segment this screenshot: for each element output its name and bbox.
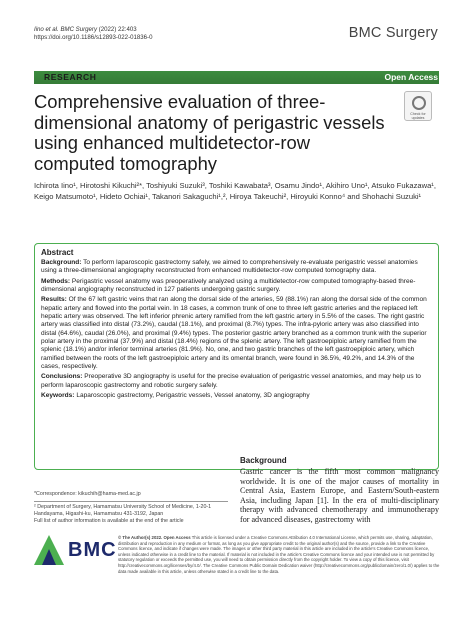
correspondence: *Correspondence: kikuchih@hama-med.ac.jp [34, 491, 141, 497]
abstract-box [34, 243, 439, 470]
footnotes [34, 491, 224, 525]
background-text: Gastric cancer is the fifth most common malignancy worldwide. It is one of the major causes of mortality in Central Asia, Eastern Europe, and Eastern/South-eastern Asia, including Japan [1]. In the era of multi-disciplinary therapy with advanced chemotherapy and immunotherapy for advanced diseases, gastrectomy with [240, 467, 439, 524]
author-list: Ichirota Iino¹, Hirotoshi Kikuchi²*, Toshiyuki Suzuki³, Toshiki Kawabata³, Osamu Jindo¹, Akihiro Uno¹, Atsuko Fukazawa¹, Keigo Matsumoto¹, Hideto Ochiai¹, Takanori Sakaguchi¹,², Hiroya Takeuchi², Hiroyuki Konno⁴ and Shohachi Suzuki¹ [34, 181, 436, 201]
license-text: This article is licensed under a Creative Commons Attribution 4.0 International License, which permits use, sharing, adaptation, distribution and reproduction in any medium or format, as long as you give appropriate credit to the original author(s) and the source, provide a link to the Creative Commons licence, and indicate if changes were made. The images or other third party material in this article are included in the article's Creative Commons licence, unless indicated otherwise in a credit line to the material. If material is not included in the article's Creative Commons licence and your intended use is not permitted by statutory regulation or exceeds the permitted use, you will need to obtain permission directly from the copyright holder. To view a copy of this licence, visit http://creativecommons.org/licenses/by/4.0/. The Creative Commons Public Domain Dedication waiver (http://creativecommons.org/publicdomain/zero/1.0/) applies to the data made available in this article, unless otherwise stated in a credit line to the data. [118, 535, 440, 574]
abstract-background: Background: To perform laparoscopic gastrectomy safely, we aimed to comprehensively re-evaluate perigastric vessel anatomies using a three-dimensional angiography reconstructed from enhanced multidetector-row computed tomography data. [41, 259, 418, 275]
publisher-logo [34, 535, 117, 565]
article-title: Comprehensive evaluation of three-dimensional anatomy of perigastric vessels using enhanced multidetector-row computed tomography [34, 91, 385, 174]
cite-authors: Iino et al. [34, 26, 59, 33]
license-oa-label: Open Access [163, 535, 191, 540]
background-heading: Background [240, 456, 287, 465]
abstract-methods: Methods: Perigastric vessel anatomy was preoperatively analyzed using a multidetector-row computed tomography-based three-dimensional angiography reconstructed in 127 patients undergoing gastric surgery. [41, 277, 416, 294]
check-updates-label: Check for updates [410, 112, 426, 120]
open-access-label: Open Access [384, 72, 438, 82]
abstract-results: Results: Of the 67 left gastric veins that ran along the dorsal side of the arteries, 59 (88.1%) ran along the dorsal side of the common hepatic artery and flowed into the portal vein. In 18 cases, a common trunk of one to three left gastric arteries and the replaced left hepatic artery was observed. The left inferior phrenic artery ramified from the left gastric artery in 5.5% of the cases. The right gastric artery was classified into distal (73.2%), caudal (18.1%), and proximal (8.7%) types. The infra-pyloric artery was also classified into distal (64.6%), caudal (26.0%), and proximal (9.4%) types. The posterior gastric artery branched as a common trunk with the superior polar artery in the proximal (37.9%) and distal (18.4%) regions of the splenic artery. The left gastroepiploic artery ramified from the splenic (18.1%) and/or inferior terminal arteries (81.9%). No, one, and two gastric branches of the left gastroepiploic artery, which ramified between the roots of the left gastroepiploic artery and its omental branch, were found in 36.5%, 49.2%, and 14.3% of the cases, respectively. [41, 296, 427, 371]
check-for-updates-button[interactable] [404, 91, 432, 121]
license-statement [118, 535, 440, 574]
abstract-heading: Abstract [41, 248, 74, 257]
publisher-name: BMC [68, 538, 117, 561]
doi-link[interactable]: https://doi.org/10.1186/s12893-022-01836-0 [34, 34, 153, 41]
abstract-keywords: Keywords: Laparoscopic gastrectomy, Perigastric vessels, Vessel anatomy, 3D angiography [41, 392, 310, 400]
cite-year-volume: (2022) 22:403 [98, 26, 137, 33]
affiliation-note: Full list of author information is available at the end of the article [34, 517, 184, 524]
citation-header [34, 26, 152, 42]
cite-journal: BMC Surgery [60, 26, 98, 33]
abstract-conclusions: Conclusions: Preoperative 3D angiography is useful for the precise evaluation of perigastric vessel anatomies, and may help us to perform laparoscopic gastrectomy and robotic surgery safely. [41, 373, 421, 389]
license-copyright: © The Author(s) 2022. [118, 535, 163, 540]
journal-name: BMC Surgery [348, 25, 438, 41]
article-type-label: RESEARCH [44, 72, 97, 82]
refresh-icon [412, 96, 426, 110]
footnote-divider [34, 501, 228, 502]
bmc-logo-icon [34, 535, 64, 565]
affiliation: ² Department of Surgery, Hamamatsu University School of Medicine, 1-20-1 Handayama, Higashi-ku, Hamamatsu 431-3192, Japan [34, 503, 212, 517]
